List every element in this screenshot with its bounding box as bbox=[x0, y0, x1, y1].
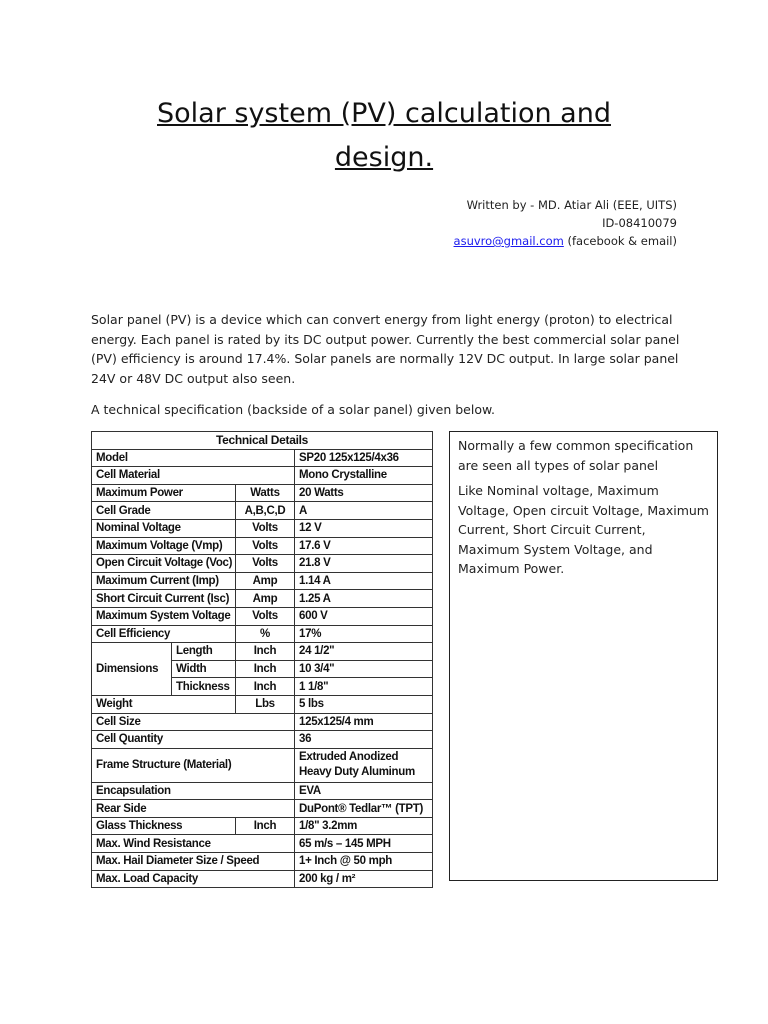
row-sublabel: Thickness bbox=[172, 678, 236, 696]
row-label: Encapsulation bbox=[92, 782, 295, 800]
row-value: 36 bbox=[295, 731, 433, 749]
row-label: Glass Thickness bbox=[92, 817, 236, 835]
row-label: Cell Grade bbox=[92, 502, 236, 520]
row-unit: Volts bbox=[236, 537, 295, 555]
row-label: Max. Hail Diameter Size / Speed bbox=[92, 853, 295, 871]
row-value: 17% bbox=[295, 625, 433, 643]
row-unit: Inch bbox=[236, 817, 295, 835]
author-id: ID-08410079 bbox=[602, 216, 677, 230]
row-label: Maximum System Voltage bbox=[92, 607, 236, 625]
table-row bbox=[92, 817, 433, 835]
dimensions-label: Dimensions bbox=[92, 643, 172, 696]
row-value: SP20 125x125/4x36 bbox=[295, 449, 433, 467]
row-label: Max. Wind Resistance bbox=[92, 835, 295, 853]
row-value: A bbox=[295, 502, 433, 520]
row-value: 10 3/4" bbox=[295, 660, 433, 678]
row-label: Max. Load Capacity bbox=[92, 870, 295, 888]
row-value: 125x125/4 mm bbox=[295, 713, 433, 731]
row-label: Maximum Power bbox=[92, 484, 236, 502]
table-row bbox=[92, 432, 433, 450]
row-value: 200 kg / m² bbox=[295, 870, 433, 888]
table-row bbox=[92, 607, 433, 625]
row-value: DuPont® Tedlar™ (TPT) bbox=[295, 800, 433, 818]
table-row bbox=[92, 643, 433, 661]
table-row bbox=[92, 519, 433, 537]
intro-paragraph: Solar panel (PV) is a device which can convert energy from light energy (proton) to electrical energy. Each panel is rated by its DC output power. Currently the best commercial solar panel (PV) efficiency is around 17.4%. Solar panels are normally 12V DC output. In large solar panel 24V or 48V DC output also seen. bbox=[91, 312, 680, 386]
row-value: Mono Crystalline bbox=[295, 467, 433, 485]
row-label: Open Circuit Voltage (Voc) bbox=[92, 555, 236, 573]
row-label: Maximum Current (Imp) bbox=[92, 572, 236, 590]
row-sublabel: Length bbox=[172, 643, 236, 661]
row-value: 1+ Inch @ 50 mph bbox=[295, 853, 433, 871]
row-unit: A,B,C,D bbox=[236, 502, 295, 520]
table-row bbox=[92, 537, 433, 555]
table-row bbox=[92, 555, 433, 573]
row-sublabel: Width bbox=[172, 660, 236, 678]
row-value: 65 m/s – 145 MPH bbox=[295, 835, 433, 853]
author-contact bbox=[454, 232, 677, 250]
row-value: 1/8" 3.2mm bbox=[295, 817, 433, 835]
row-label: Cell Quantity bbox=[92, 731, 295, 749]
frame-value-line-1: Extruded Anodized bbox=[299, 751, 399, 764]
table-row bbox=[92, 590, 433, 608]
row-value: 17.6 V bbox=[295, 537, 433, 555]
row-unit: Volts bbox=[236, 555, 295, 573]
table-row bbox=[92, 625, 433, 643]
row-unit: Watts bbox=[236, 484, 295, 502]
row-label: Cell Material bbox=[92, 467, 295, 485]
table-heading: Technical Details bbox=[92, 432, 433, 450]
row-unit: Inch bbox=[236, 643, 295, 661]
table-caption: A technical specification (backside of a solar panel) given below. bbox=[91, 402, 496, 417]
row-label: Nominal Voltage bbox=[92, 519, 236, 537]
row-unit: Volts bbox=[236, 519, 295, 537]
row-value: 24 1/2" bbox=[295, 643, 433, 661]
row-label: Maximum Voltage (Vmp) bbox=[92, 537, 236, 555]
table-row bbox=[92, 853, 433, 871]
table-row bbox=[92, 800, 433, 818]
row-unit: Amp bbox=[236, 590, 295, 608]
note-line-2: Like Nominal voltage, Maximum Voltage, Open circuit Voltage, Maximum Current, Short Circuit Current, Maximum System Voltage, and Maximum Power. bbox=[458, 483, 709, 576]
frame-value-line-2: Heavy Duty Aluminum bbox=[299, 766, 415, 779]
table-row bbox=[92, 782, 433, 800]
row-label: Cell Size bbox=[92, 713, 295, 731]
table-row bbox=[92, 484, 433, 502]
row-value: 1 1/8" bbox=[295, 678, 433, 696]
row-label: Cell Efficiency bbox=[92, 625, 236, 643]
row-unit: Inch bbox=[236, 678, 295, 696]
row-unit: Inch bbox=[236, 660, 295, 678]
row-value: 21.8 V bbox=[295, 555, 433, 573]
table-row bbox=[92, 467, 433, 485]
table-row bbox=[92, 695, 433, 713]
row-value: 600 V bbox=[295, 607, 433, 625]
table-row bbox=[92, 502, 433, 520]
author-name: Written by - MD. Atiar Ali (EEE, UITS) bbox=[466, 198, 677, 212]
row-value: EVA bbox=[295, 782, 433, 800]
author-block bbox=[454, 196, 677, 250]
table-row bbox=[92, 572, 433, 590]
row-value: 12 V bbox=[295, 519, 433, 537]
row-value bbox=[295, 748, 433, 782]
note-line-1: Normally a few common specification are seen all types of solar panel bbox=[458, 438, 694, 473]
row-unit: Volts bbox=[236, 607, 295, 625]
row-label: Short Circuit Current (Isc) bbox=[92, 590, 236, 608]
table-row bbox=[92, 713, 433, 731]
row-label: Weight bbox=[92, 695, 236, 713]
table-row bbox=[92, 835, 433, 853]
document-title: Solar system (PV) calculation and design. bbox=[157, 98, 611, 173]
row-value: 5 lbs bbox=[295, 695, 433, 713]
row-label: Rear Side bbox=[92, 800, 295, 818]
row-unit: Lbs bbox=[236, 695, 295, 713]
note-box bbox=[449, 431, 718, 881]
table-row bbox=[92, 748, 433, 782]
email-suffix: (facebook & email) bbox=[563, 234, 677, 248]
table-row bbox=[92, 449, 433, 467]
row-value: 20 Watts bbox=[295, 484, 433, 502]
technical-details-table bbox=[91, 431, 433, 888]
row-unit: % bbox=[236, 625, 295, 643]
table-row bbox=[92, 870, 433, 888]
row-value: 1.14 A bbox=[295, 572, 433, 590]
table-row bbox=[92, 731, 433, 749]
row-unit: Amp bbox=[236, 572, 295, 590]
email-link[interactable]: asuvro@gmail.com bbox=[453, 234, 564, 248]
row-label: Model bbox=[92, 449, 295, 467]
row-value: 1.25 A bbox=[295, 590, 433, 608]
row-label: Frame Structure (Material) bbox=[92, 748, 295, 782]
